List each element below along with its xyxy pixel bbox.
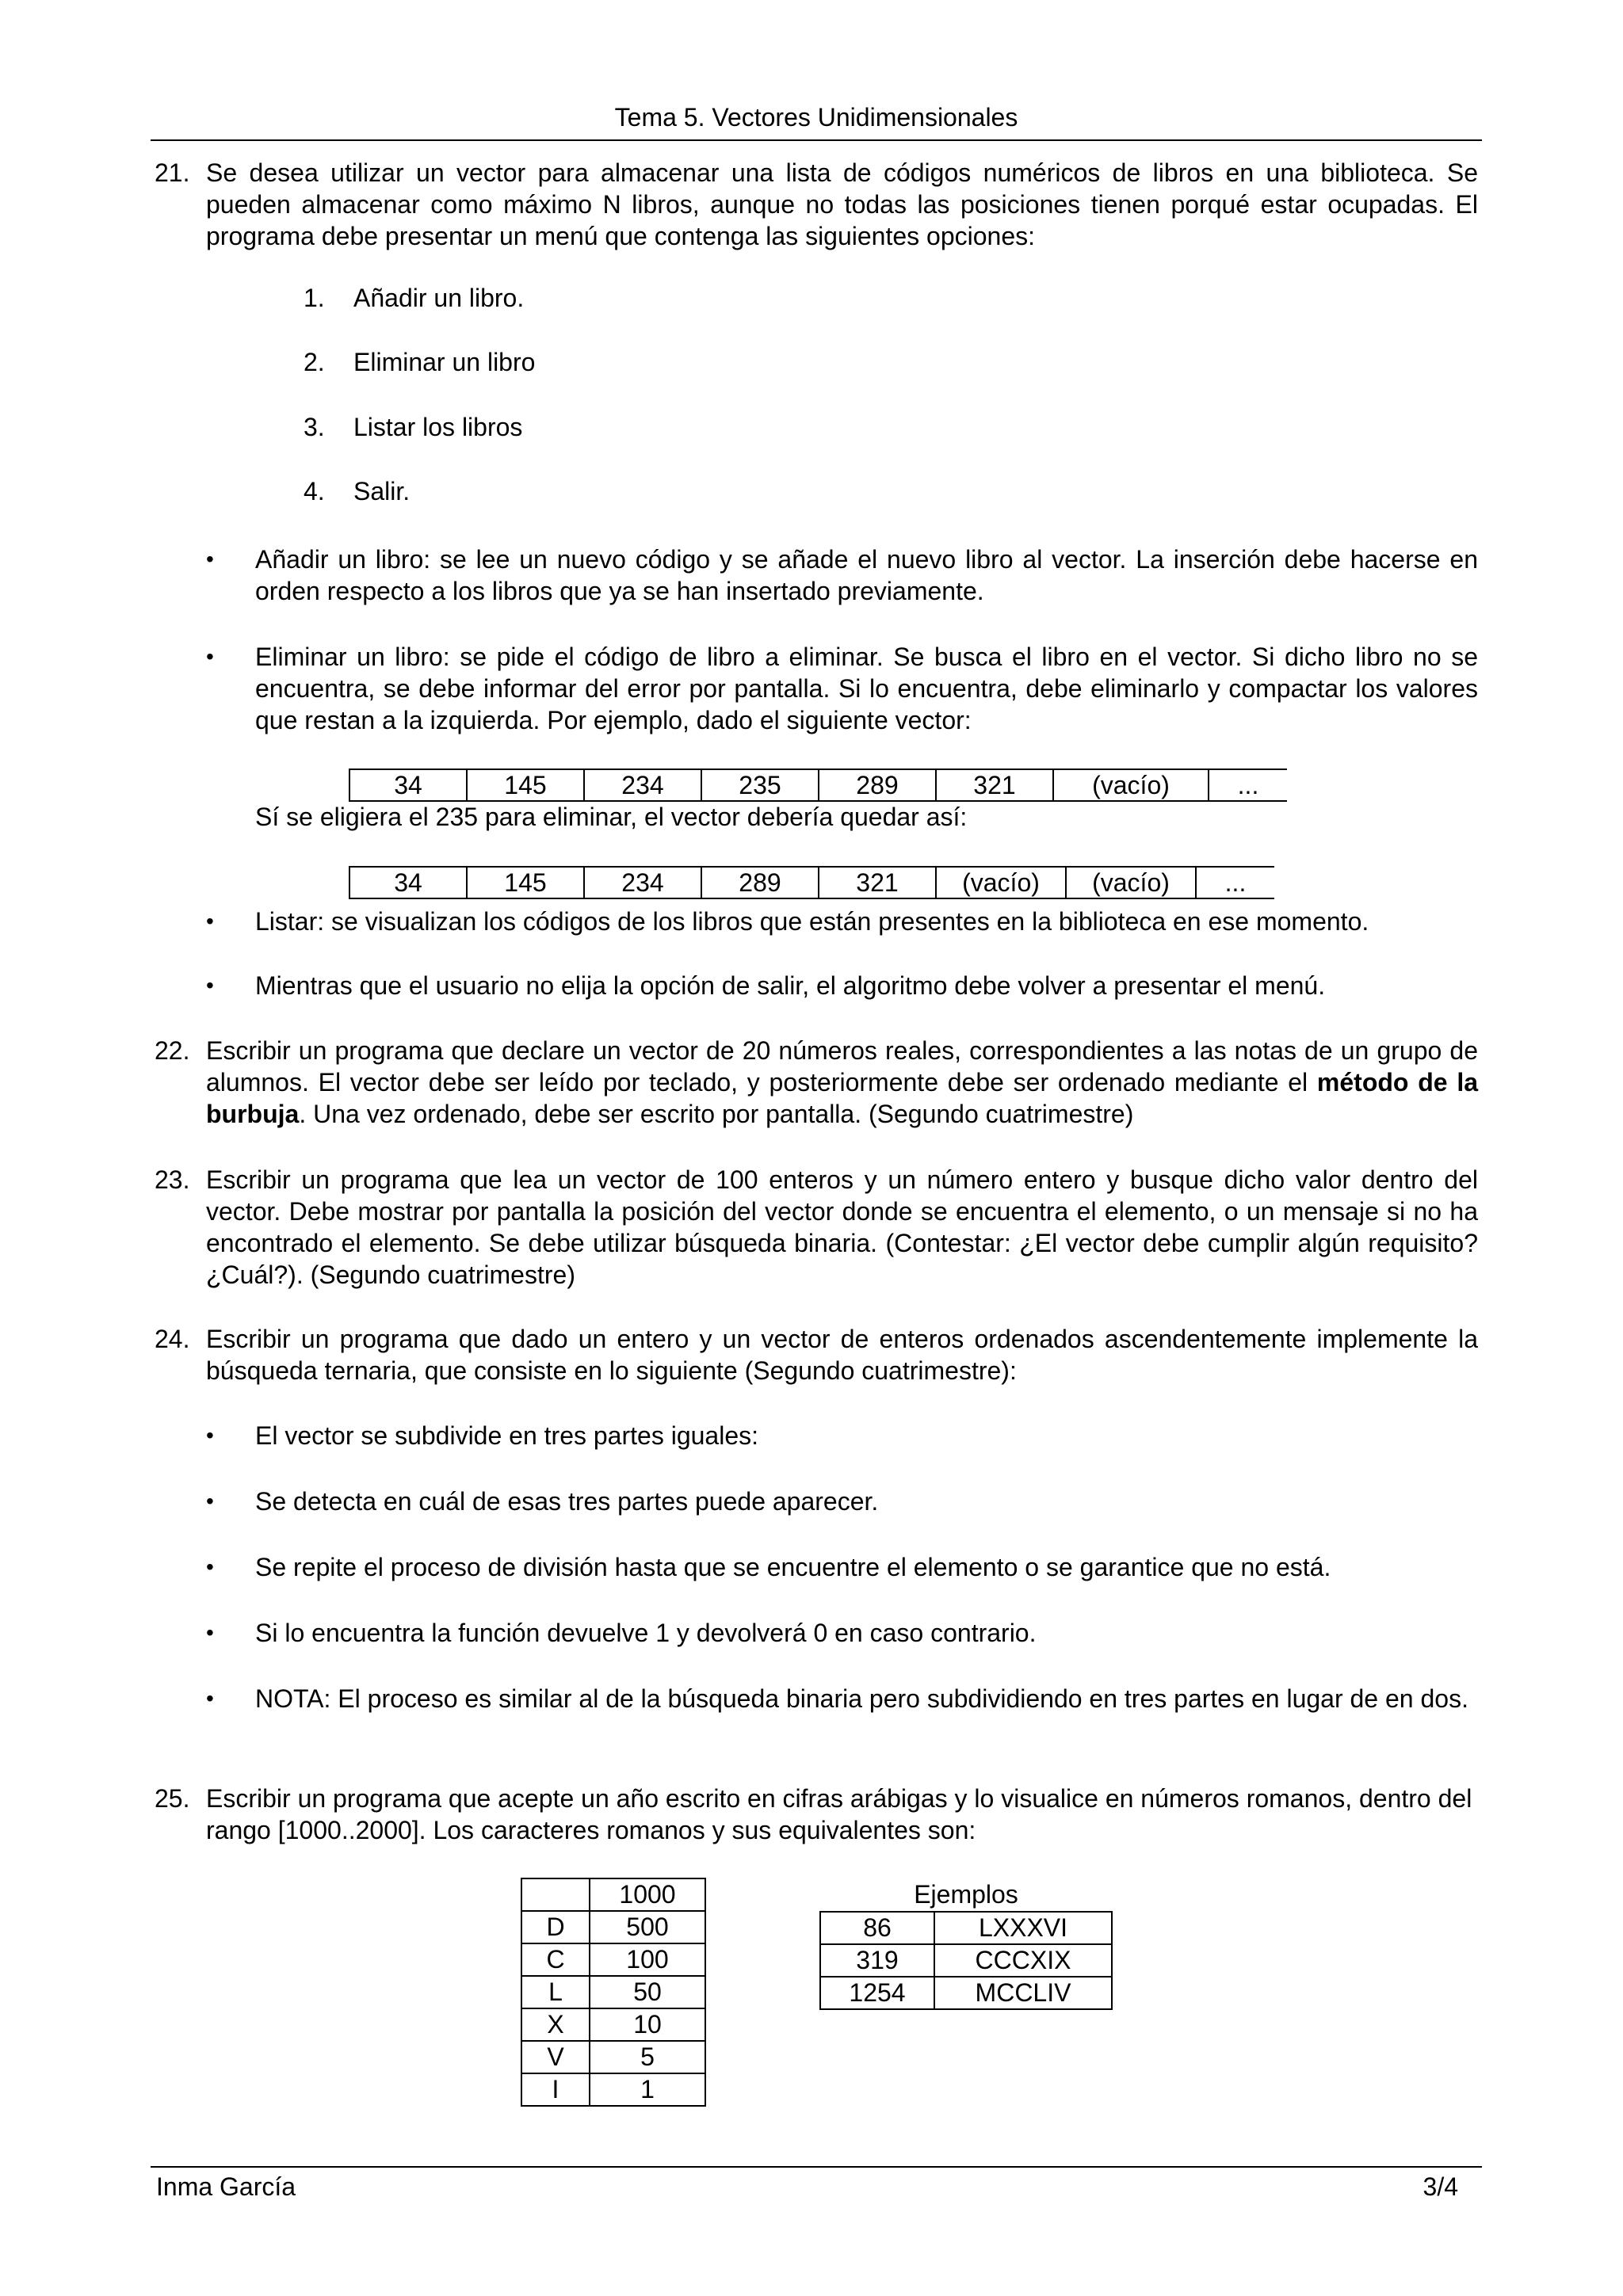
bullet-text: NOTA: El proceso es similar al de la búsqueda binaria pero subdividiendo en tres partes en lugar de en dos.	[255, 1684, 1468, 1713]
bullet-item	[206, 1420, 1478, 1451]
exercise-22	[155, 1035, 1478, 1130]
bullet-icon: •	[206, 1489, 214, 1513]
table-row	[820, 1944, 1112, 1977]
bullet-text: Si lo encuentra la función devuelve 1 y devolverá 0 en caso contrario.	[255, 1619, 1037, 1647]
exercise-24	[155, 1323, 1478, 1386]
roman-year-cell: LXXXVI	[934, 1912, 1112, 1944]
bullet-text: Se repite el proceso de división hasta que se encuentre el elemento o se garantice que no está.	[255, 1553, 1331, 1581]
table-row	[521, 1878, 705, 1911]
bullet-icon: •	[206, 644, 214, 669]
arabic-value-cell: 5	[590, 2041, 705, 2073]
bullet-item	[206, 1551, 1478, 1583]
item-number: 4.	[304, 477, 325, 505]
bullet-icon: •	[206, 1423, 214, 1447]
table-cell: 321	[819, 867, 936, 898]
table-row	[521, 2073, 705, 2106]
arabic-year-cell: 319	[820, 1944, 934, 1977]
exercise-text: Se desea utilizar un vector para almacenar una lista de códigos numéricos de libros en una biblioteca. Se pueden almacenar como máximo N libros, aunque no todas las posiciones tienen porqué estar ocupadas. El programa debe presentar un menú que contenga las siguientes opciones:	[206, 158, 1478, 250]
exercise-text: Escribir un programa que dado un entero y un vector de enteros ordenados ascendentemente implemente la búsqueda ternaria, que consiste en lo siguiente (Segundo cuatrimestre):	[206, 1325, 1478, 1385]
table-cell: 234	[584, 769, 701, 801]
footer-author: Inma García	[156, 2172, 296, 2201]
bullet-text: Se detecta en cuál de esas tres partes puede aparecer.	[255, 1487, 879, 1516]
roman-symbol-cell: I	[521, 2073, 590, 2106]
arabic-value-cell: 10	[590, 2008, 705, 2041]
bullet-item	[206, 1617, 1478, 1649]
exercise-text	[206, 1035, 1478, 1130]
table-cell: 321	[936, 769, 1053, 801]
arabic-value-cell: 50	[590, 1976, 705, 2008]
bullet-icon: •	[206, 547, 214, 571]
bullet-item	[206, 543, 1478, 607]
roman-year-cell: CCCXIX	[934, 1944, 1112, 1977]
table-row	[820, 1912, 1112, 1944]
roman-symbol-cell: V	[521, 2041, 590, 2073]
table-row	[521, 1943, 705, 1976]
table-row	[521, 1976, 705, 2008]
exercise-number: 22.	[155, 1036, 190, 1065]
exercise-23	[155, 1164, 1478, 1291]
table-row	[349, 867, 1274, 898]
exercise-number: 23.	[155, 1165, 190, 1194]
table-cell: (vacío)	[1053, 769, 1209, 801]
vector-before-table	[349, 769, 1287, 802]
table-row	[521, 1911, 705, 1943]
bullet-item	[206, 906, 1478, 937]
roman-symbol-cell: C	[521, 1943, 590, 1976]
exercise-25	[155, 1783, 1478, 1846]
item-number: 2.	[304, 348, 325, 376]
bullet-item	[206, 1683, 1478, 1714]
exercise-number: 21.	[155, 158, 190, 187]
table-cell: 34	[349, 867, 467, 898]
arabic-value-cell: 1	[590, 2073, 705, 2106]
bullet-icon: •	[206, 909, 214, 933]
bold-term: método de la burbuja	[206, 1068, 1479, 1128]
item-text: Listar los libros	[353, 413, 523, 441]
arabic-value-cell: 1000	[590, 1878, 705, 1911]
item-text: Añadir un libro.	[353, 284, 525, 312]
bullet-text: Listar: se visualizan los códigos de los libros que están presentes en la biblioteca en ese momento.	[255, 907, 1369, 936]
footer-page-number: 3/4	[1423, 2172, 1458, 2201]
table-cell: 234	[584, 867, 701, 898]
table-cell: (vacío)	[1066, 867, 1196, 898]
table-row	[349, 769, 1287, 801]
examples-table	[819, 1911, 1113, 2010]
page-header-title: Tema 5. Vectores Unidimensionales	[614, 103, 1018, 132]
item-text: Salir.	[353, 477, 411, 505]
examples-caption: Ejemplos	[914, 1880, 1018, 1909]
bullet-icon: •	[206, 973, 214, 997]
roman-numerals-table	[521, 1878, 706, 2107]
table-cell: 145	[467, 769, 584, 801]
table-cell: 145	[467, 867, 584, 898]
table-cell: 34	[349, 769, 467, 801]
table-cell: 289	[701, 867, 819, 898]
bullet-item	[206, 1486, 1478, 1517]
footer-divider	[151, 2166, 1482, 2168]
arabic-value-cell: 500	[590, 1911, 705, 1943]
table-cell: (vacío)	[936, 867, 1066, 898]
vector-after-table	[349, 866, 1274, 899]
header-divider	[151, 139, 1482, 141]
bullet-text: Eliminar un libro: se pide el código de libro a eliminar. Se busca el libro en el vector. Si dicho libro no se encuentra, se debe informar del error por pantalla. Si lo encuentra, debe eliminarlo y compactar los valores que restan a la izquierda. Por ejemplo, dado el siguiente vector:	[255, 643, 1478, 734]
bullet-text: El vector se subdivide en tres partes iguales:	[255, 1421, 758, 1450]
exercise-21	[155, 157, 1478, 252]
exercise-number: 25.	[155, 1784, 190, 1813]
table-cell: 235	[701, 769, 819, 801]
exercise-number: 24.	[155, 1325, 190, 1353]
roman-year-cell: MCCLIV	[934, 1977, 1112, 2009]
bullet-text: Mientras que el usuario no elija la opción de salir, el algoritmo debe volver a presentar el menú.	[255, 971, 1326, 1000]
table-row	[820, 1977, 1112, 2009]
table-row	[521, 2041, 705, 2073]
exercise-text: Escribir un programa que acepte un año escrito en cifras arábigas y lo visualice en números romanos, dentro del rango [1000..2000]. Los caracteres romanos y sus equivalentes son:	[206, 1784, 1472, 1844]
table-cell: ...	[1196, 867, 1274, 898]
arabic-value-cell: 100	[590, 1943, 705, 1976]
bullet-item	[206, 970, 1478, 1001]
item-number: 3.	[304, 413, 325, 441]
bullet-icon: •	[206, 1686, 214, 1711]
arabic-year-cell: 86	[820, 1912, 934, 1944]
bullet-icon: •	[206, 1620, 214, 1645]
vector-after-caption: Sí se eligiera el 235 para eliminar, el vector debería quedar así:	[255, 803, 968, 831]
bullet-item	[206, 641, 1478, 736]
roman-symbol-cell: D	[521, 1911, 590, 1943]
table-cell: ...	[1209, 769, 1287, 801]
item-number: 1.	[304, 284, 325, 312]
roman-symbol-cell	[521, 1878, 590, 1911]
item-text: Eliminar un libro	[353, 348, 536, 376]
text-span: . Una vez ordenado, debe ser escrito por pantalla. (Segundo cuatrimestre)	[299, 1100, 1134, 1128]
roman-symbol-cell: L	[521, 1976, 590, 2008]
table-cell: 289	[819, 769, 936, 801]
roman-symbol-cell: X	[521, 2008, 590, 2041]
text-span: Escribir un programa que declare un vector de 20 números reales, correspondientes a las notas de un grupo de alumnos. El vector debe ser leído por teclado, y posteriormente debe ser ordenado mediante el	[206, 1036, 1478, 1097]
table-row	[521, 2008, 705, 2041]
bullet-icon: •	[206, 1554, 214, 1579]
bullet-text: Añadir un libro: se lee un nuevo código y se añade el nuevo libro al vector. La inserción debe hacerse en orden respecto a los libros que ya se han insertado previamente.	[255, 545, 1478, 605]
exercise-text: Escribir un programa que lea un vector de 100 enteros y un número entero y busque dicho valor dentro del vector. Debe mostrar por pantalla la posición del vector donde se encuentra el elemento, o un mensaje si no ha encontrado el elemento. Se debe utilizar búsqueda binaria. (Contestar: ¿El vector debe cumplir algún requisito? ¿Cuál?). (Segundo cuatrimestre)	[206, 1165, 1478, 1289]
arabic-year-cell: 1254	[820, 1977, 934, 2009]
